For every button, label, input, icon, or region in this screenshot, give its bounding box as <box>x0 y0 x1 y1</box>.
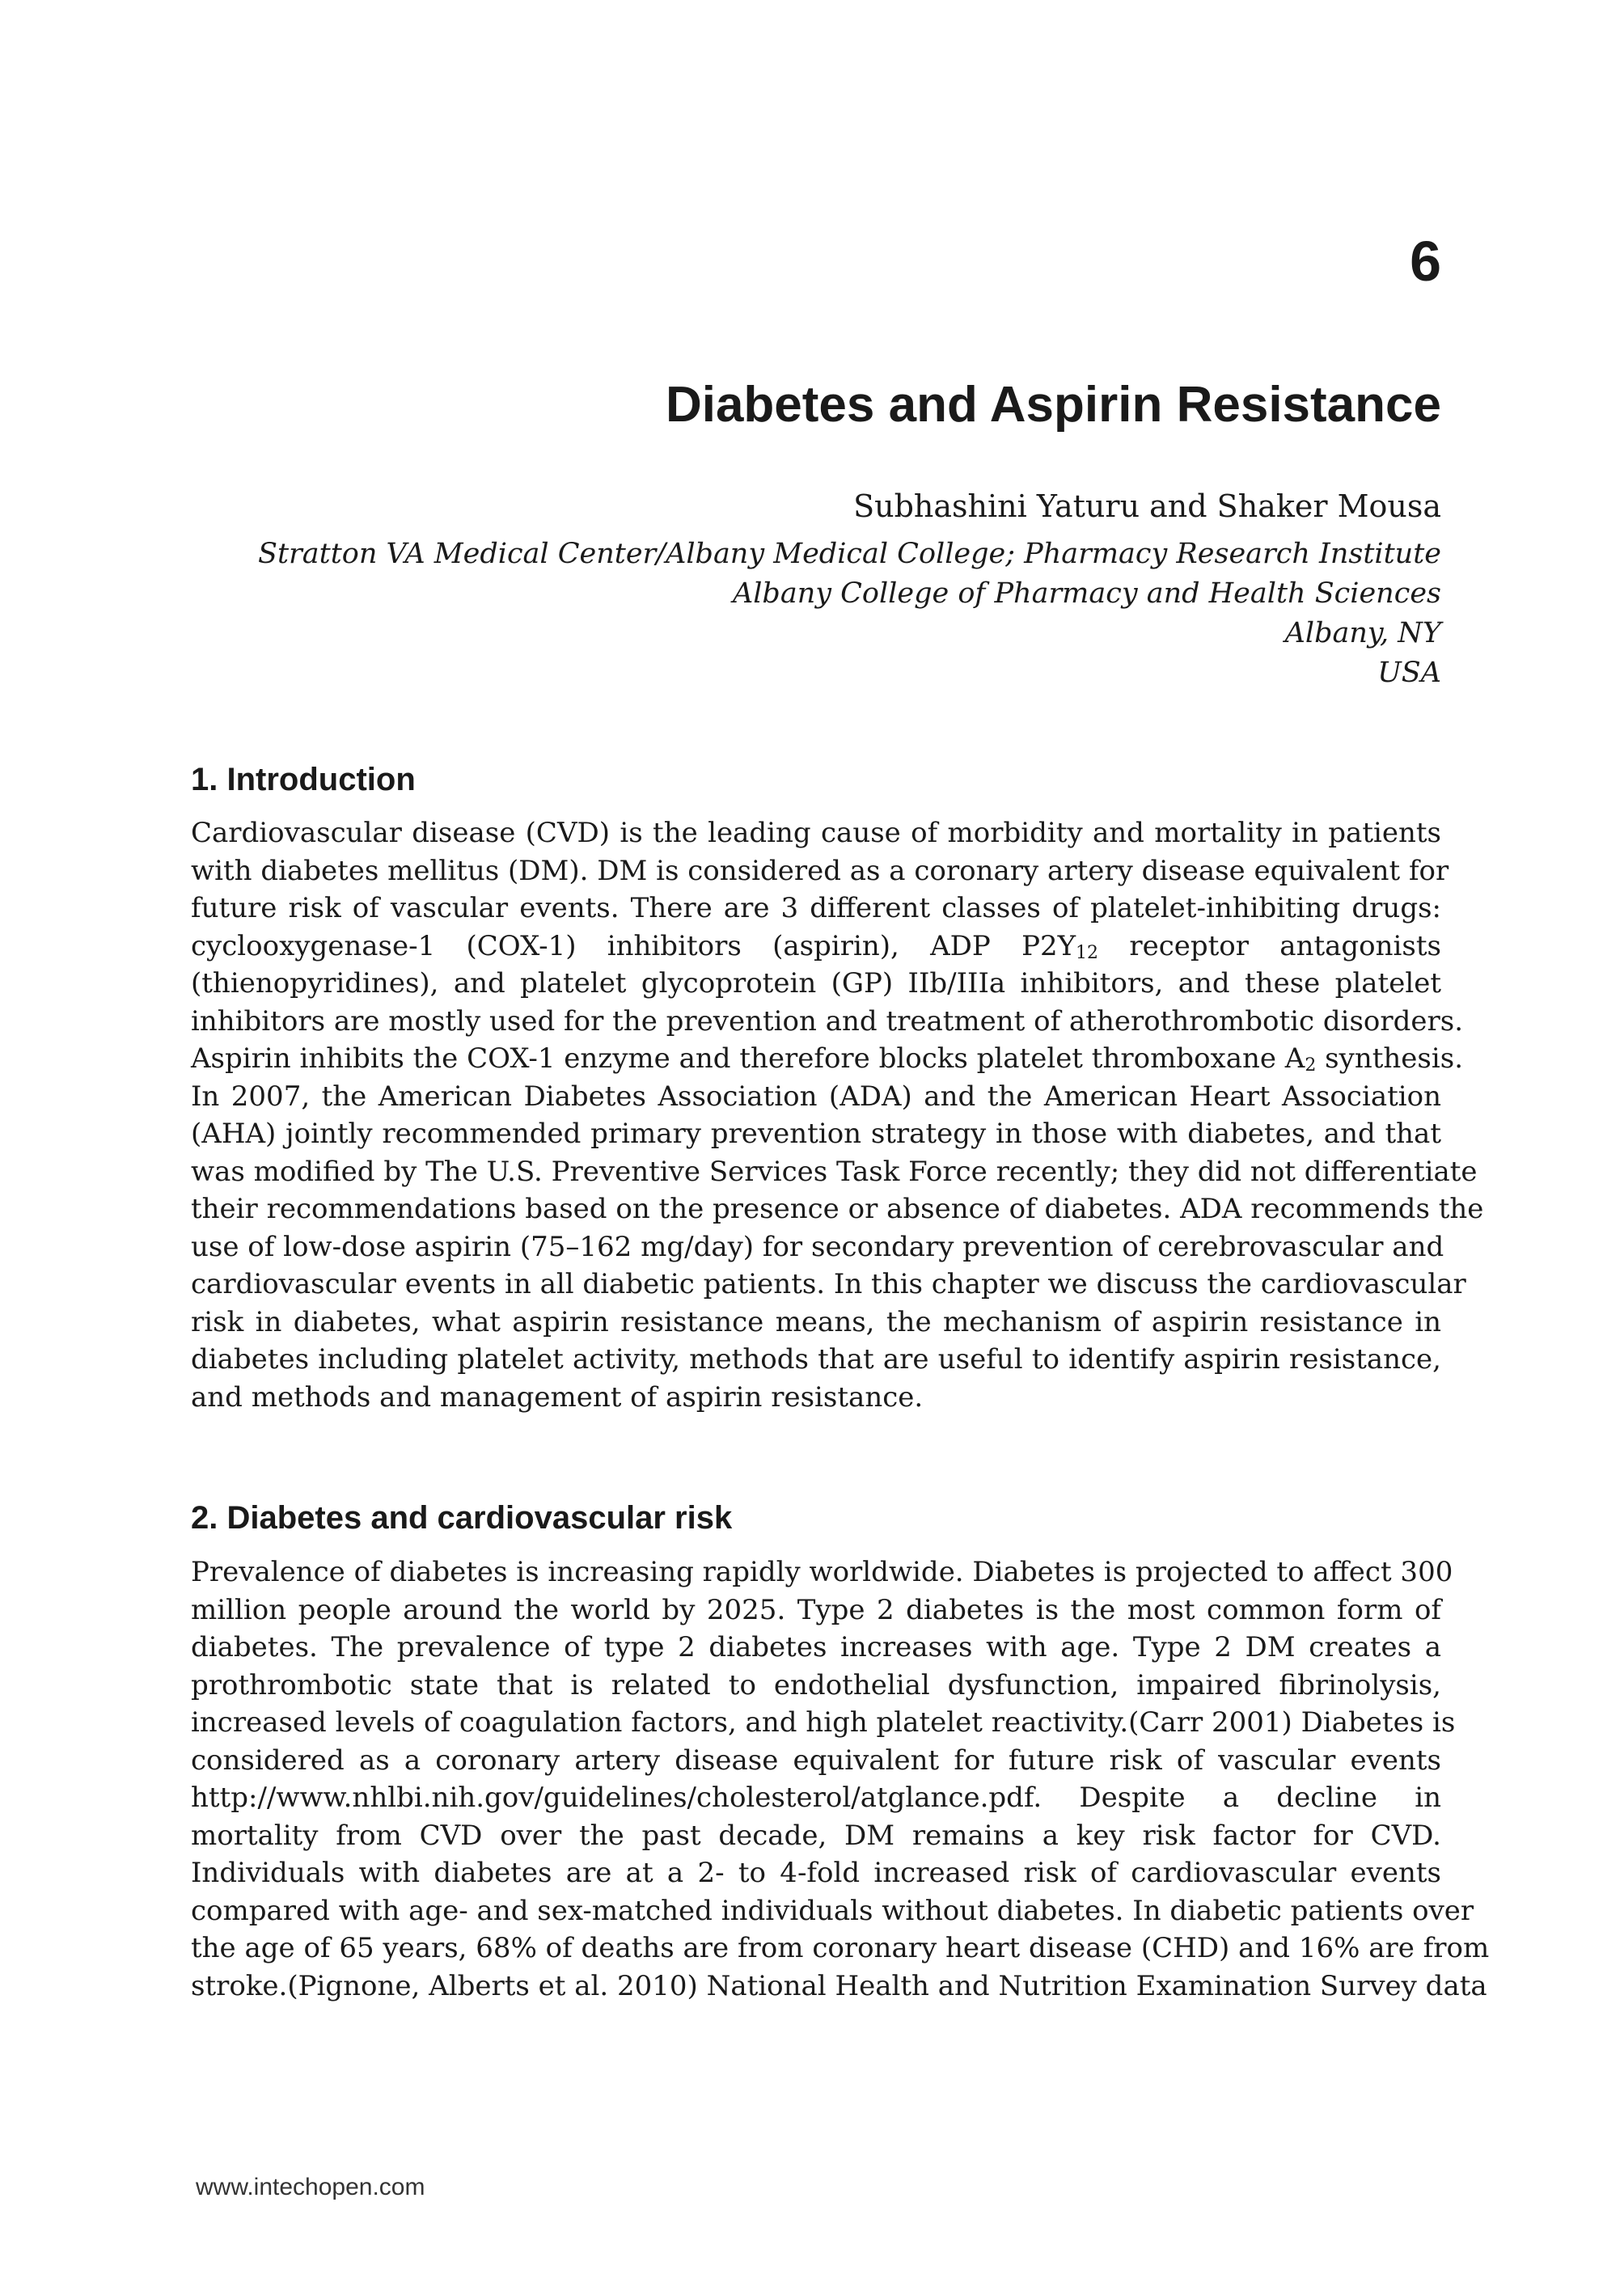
text-line: (thienopyridines), and platelet glycoprotein (GP) IIb/IIIa inhibitors, and these platelet <box>191 967 1441 1000</box>
text-line: stroke.(Pignone, Alberts et al. 2010) National Health and Nutrition Examination Survey data <box>191 1969 1487 2002</box>
text-line: compared with age- and sex-matched individuals without diabetes. In diabetic patients over <box>191 1894 1474 1927</box>
text-line: and methods and management of aspirin resistance. <box>191 1380 924 1414</box>
text-line: was modified by The U.S. Preventive Services Task Force recently; they did not differentiate <box>191 1155 1478 1188</box>
line-text: receptor antagonists <box>1098 929 1441 962</box>
text-line-with-subscript <box>191 1040 1463 1078</box>
affiliation-line: Stratton VA Medical Center/Albany Medical College; Pharmacy Research Institute <box>257 538 1441 570</box>
chapter-authors: Subhashini Yaturu and Shaker Mousa <box>853 488 1441 524</box>
text-line: increased levels of coagulation factors, and high platelet reactivity.(Carr 2001) Diabetes is <box>191 1706 1456 1739</box>
text-line: (AHA) jointly recommended primary prevention strategy in those with diabetes, and that <box>191 1118 1441 1150</box>
affiliation-line: USA <box>1377 657 1441 689</box>
text-line: Individuals with diabetes are at a 2- to 4-fold increased risk of cardiovascular events <box>191 1857 1441 1889</box>
text-line: Prevalence of diabetes is increasing rapidly worldwide. Diabetes is projected to affect 300 <box>191 1556 1453 1588</box>
section-heading-introduction: 1. Introduction <box>191 762 416 797</box>
text-line: http://www.nhlbi.nih.gov/guidelines/cholesterol/atglance.pdf. Despite a decline in <box>191 1782 1441 1814</box>
chapter-number: 6 <box>1410 230 1441 293</box>
line-text: synthesis. <box>1316 1042 1463 1075</box>
text-line: Cardiovascular disease (CVD) is the leading cause of morbidity and mortality in patients <box>191 817 1441 849</box>
affiliation-line: Albany College of Pharmacy and Health Sciences <box>732 577 1441 610</box>
text-line-with-subscript <box>191 928 1441 966</box>
section-body-introduction <box>191 814 1484 1416</box>
footer-url: www.intechopen.com <box>196 2174 425 2200</box>
text-line: risk in diabetes, what aspirin resistance means, the mechanism of aspirin resistance in <box>191 1305 1441 1338</box>
affiliation-line: Albany, NY <box>1284 617 1441 649</box>
text-line: with diabetes mellitus (DM). DM is considered as a coronary artery disease equivalent for <box>191 854 1449 887</box>
author-affiliation <box>258 535 1441 693</box>
line-text: Aspirin inhibits the COX-1 enzyme and therefore blocks platelet thromboxane A <box>191 1042 1305 1075</box>
text-line: future risk of vascular events. There are 3 different classes of platelet-inhibiting drugs: <box>191 892 1441 924</box>
text-line: inhibitors are mostly used for the prevention and treatment of atherothrombotic disorders. <box>191 1004 1464 1038</box>
text-line: considered as a coronary artery disease equivalent for future risk of vascular events <box>191 1744 1441 1777</box>
line-text: cyclooxygenase-1 (COX-1) inhibitors (aspirin), ADP P2Y <box>191 929 1076 962</box>
text-line: use of low-dose aspirin (75–162 mg/day) for secondary prevention of cerebrovascular and <box>191 1230 1444 1263</box>
section-heading-cardiovascular-risk: 2. Diabetes and cardiovascular risk <box>191 1500 733 1536</box>
text-line: prothrombotic state that is related to endothelial dysfunction, impaired fibrinolysis, <box>191 1668 1441 1701</box>
subscript: 2 <box>1305 1055 1317 1076</box>
text-line: their recommendations based on the presence or absence of diabetes. ADA recommends the <box>191 1193 1484 1225</box>
text-line: million people around the world by 2025. Type 2 diabetes is the most common form of <box>191 1593 1441 1626</box>
section-body-cardiovascular-risk <box>191 1553 1490 2005</box>
subscript: 12 <box>1076 942 1099 963</box>
text-line: the age of 65 years, 68% of deaths are from coronary heart disease (CHD) and 16% are from <box>191 1932 1490 1964</box>
text-line: diabetes. The prevalence of type 2 diabetes increases with age. Type 2 DM creates a <box>191 1631 1441 1663</box>
text-line: mortality from CVD over the past decade, DM remains a key risk factor for CVD. <box>191 1819 1441 1852</box>
text-line: cardiovascular events in all diabetic patients. In this chapter we discuss the cardiovascular <box>191 1268 1466 1300</box>
text-line: diabetes including platelet activity, methods that are useful to identify aspirin resistance, <box>191 1343 1441 1376</box>
text-line: In 2007, the American Diabetes Association (ADA) and the American Heart Association <box>191 1080 1441 1113</box>
chapter-title: Diabetes and Aspirin Resistance <box>665 377 1441 433</box>
